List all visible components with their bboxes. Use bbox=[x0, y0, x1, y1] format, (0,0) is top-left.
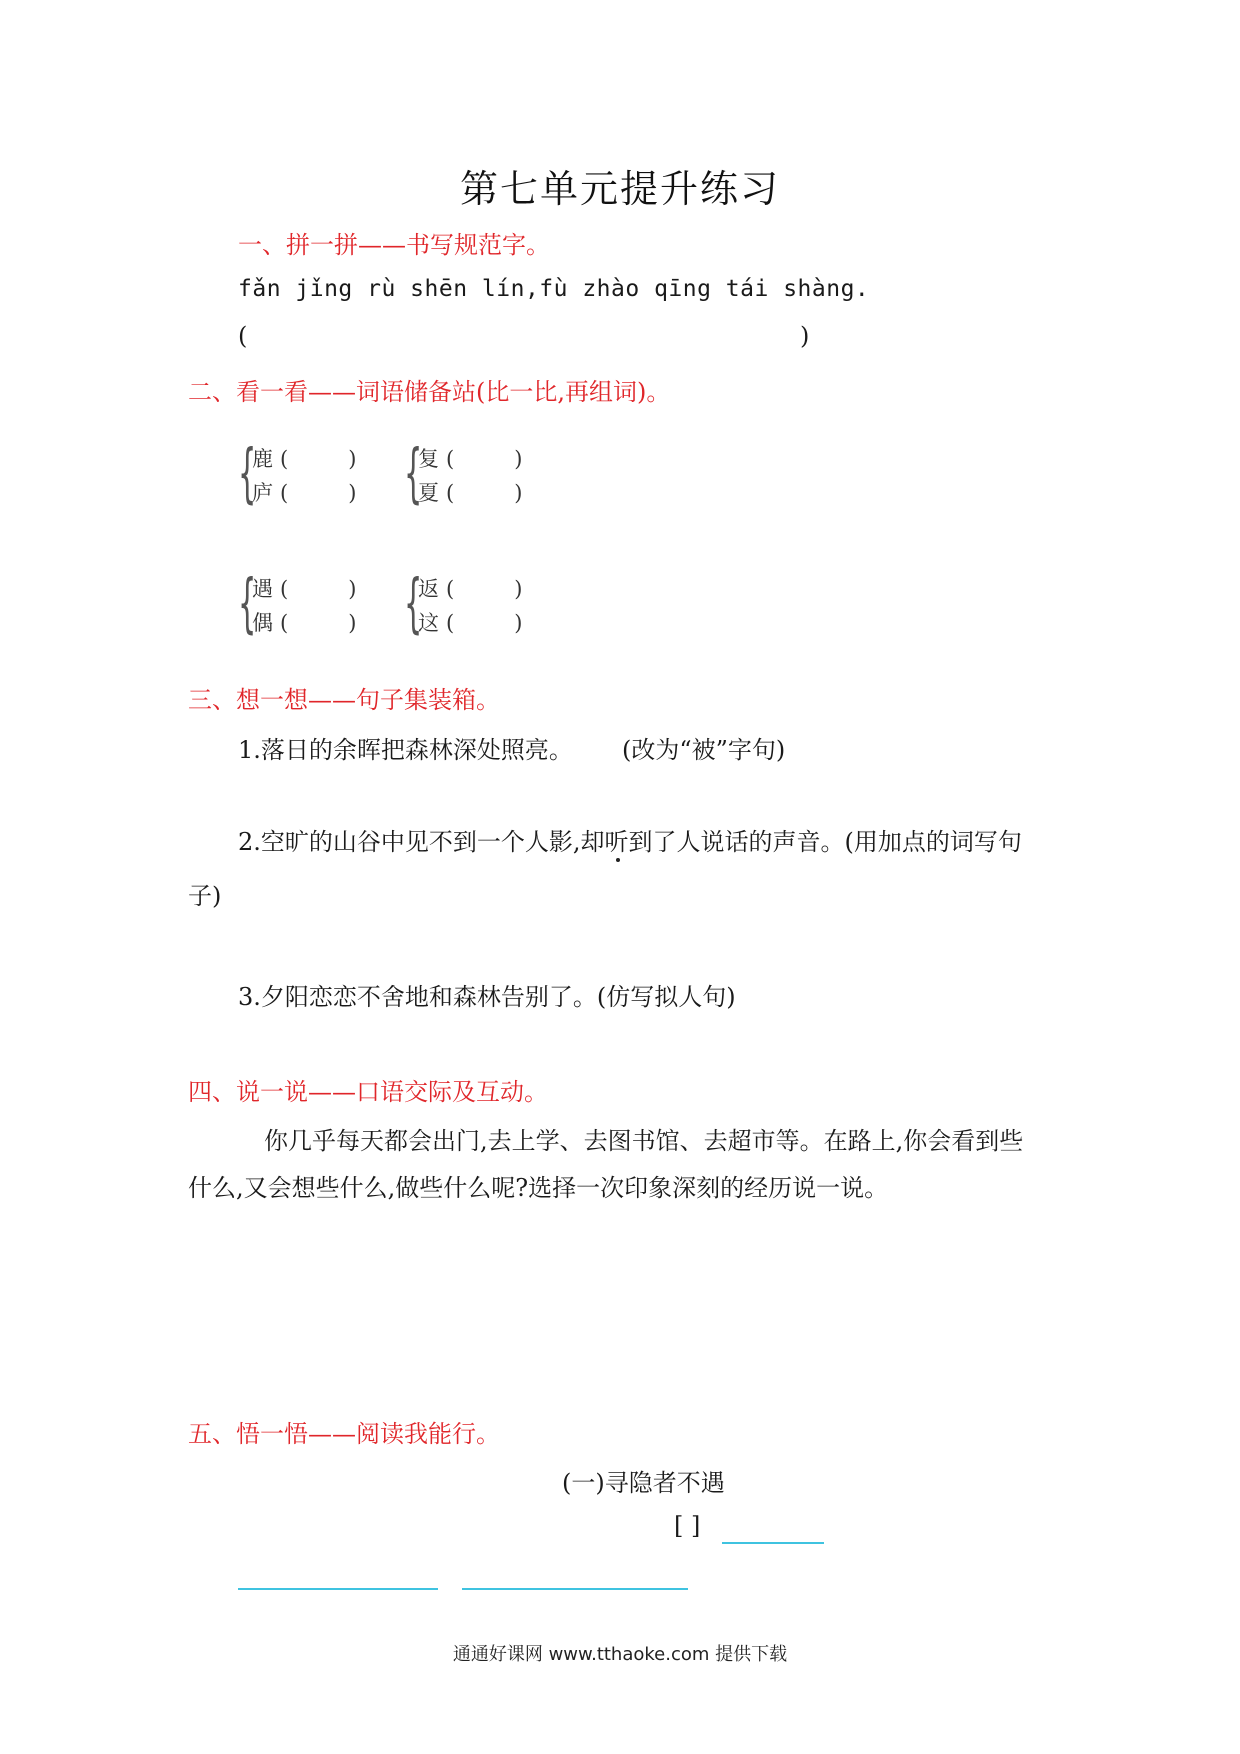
word-pair bbox=[404, 567, 574, 642]
pair-char: 偶 bbox=[252, 611, 273, 635]
answer-paren-open: ( bbox=[238, 322, 248, 350]
section3-heading: 三、想一想——句子集装箱。 bbox=[188, 686, 500, 714]
paren: ) bbox=[514, 577, 523, 601]
word-pair bbox=[238, 437, 408, 512]
paren: ) bbox=[348, 611, 357, 635]
question-1-hint: (改为“被”字句) bbox=[622, 736, 786, 764]
pinyin-line: fǎn jǐng rù shēn lín,fù zhào qīng tái shàng. bbox=[238, 276, 870, 302]
question-3: 3.夕阳恋恋不舍地和森林告别了。(仿写拟人句) bbox=[238, 983, 736, 1011]
answer-blank-line[interactable] bbox=[462, 1588, 688, 1590]
emphasis-dot bbox=[616, 858, 620, 862]
word-pair bbox=[238, 567, 408, 642]
word-pair bbox=[404, 437, 574, 512]
paren: ( bbox=[446, 577, 455, 601]
section2-heading: 二、看一看——词语储备站(比一比,再组词)。 bbox=[188, 378, 671, 406]
paren: ( bbox=[280, 611, 289, 635]
question-2-line1: 2.空旷的山谷中见不到一个人影,却听到了人说话的声音。(用加点的词写句 bbox=[238, 828, 1022, 856]
brace-icon: { bbox=[404, 567, 423, 641]
paren: ( bbox=[446, 447, 455, 471]
question-2-line2: 子) bbox=[188, 882, 222, 910]
pair-char: 返 bbox=[418, 577, 439, 601]
section1-heading: 一、拼一拼——书写规范字。 bbox=[238, 231, 550, 259]
paren: ) bbox=[514, 481, 523, 505]
pair-char: 遇 bbox=[252, 577, 273, 601]
paren: ) bbox=[514, 447, 523, 471]
author-blank-line[interactable] bbox=[722, 1542, 824, 1544]
brace-icon: { bbox=[238, 567, 257, 641]
paren: ( bbox=[280, 481, 289, 505]
pair-char: 复 bbox=[418, 447, 439, 471]
paren: ) bbox=[348, 481, 357, 505]
paren: ( bbox=[280, 447, 289, 471]
pair-char: 这 bbox=[418, 611, 439, 635]
paren: ( bbox=[446, 481, 455, 505]
question-1: 1.落日的余晖把森林深处照亮。 bbox=[238, 736, 573, 764]
footer-credit: 通通好课网 www.tthaoke.com 提供下载 bbox=[452, 1644, 788, 1665]
dynasty-bracket: [ ] bbox=[674, 1512, 701, 1540]
poem-subtitle: (一)寻隐者不遇 bbox=[562, 1469, 725, 1497]
page-title: 第七单元提升练习 bbox=[459, 167, 780, 211]
brace-icon: { bbox=[238, 437, 257, 511]
paren: ) bbox=[348, 577, 357, 601]
pair-char: 鹿 bbox=[252, 447, 273, 471]
paren: ( bbox=[446, 611, 455, 635]
pair-char: 庐 bbox=[252, 481, 273, 505]
paren: ) bbox=[348, 447, 357, 471]
section5-heading: 五、悟一悟——阅读我能行。 bbox=[188, 1420, 500, 1448]
answer-paren-close: ) bbox=[800, 322, 810, 350]
paren: ( bbox=[280, 577, 289, 601]
prompt-line2: 什么,又会想些什么,做些什么呢?选择一次印象深刻的经历说一说。 bbox=[188, 1174, 889, 1202]
answer-blank-line[interactable] bbox=[238, 1588, 438, 1590]
brace-icon: { bbox=[404, 437, 423, 511]
paren: ) bbox=[514, 611, 523, 635]
section4-heading: 四、说一说——口语交际及互动。 bbox=[188, 1078, 548, 1106]
pair-char: 夏 bbox=[418, 481, 439, 505]
prompt-line1: 你几乎每天都会出门,去上学、去图书馆、去超市等。在路上,你会看到些 bbox=[264, 1127, 1024, 1155]
